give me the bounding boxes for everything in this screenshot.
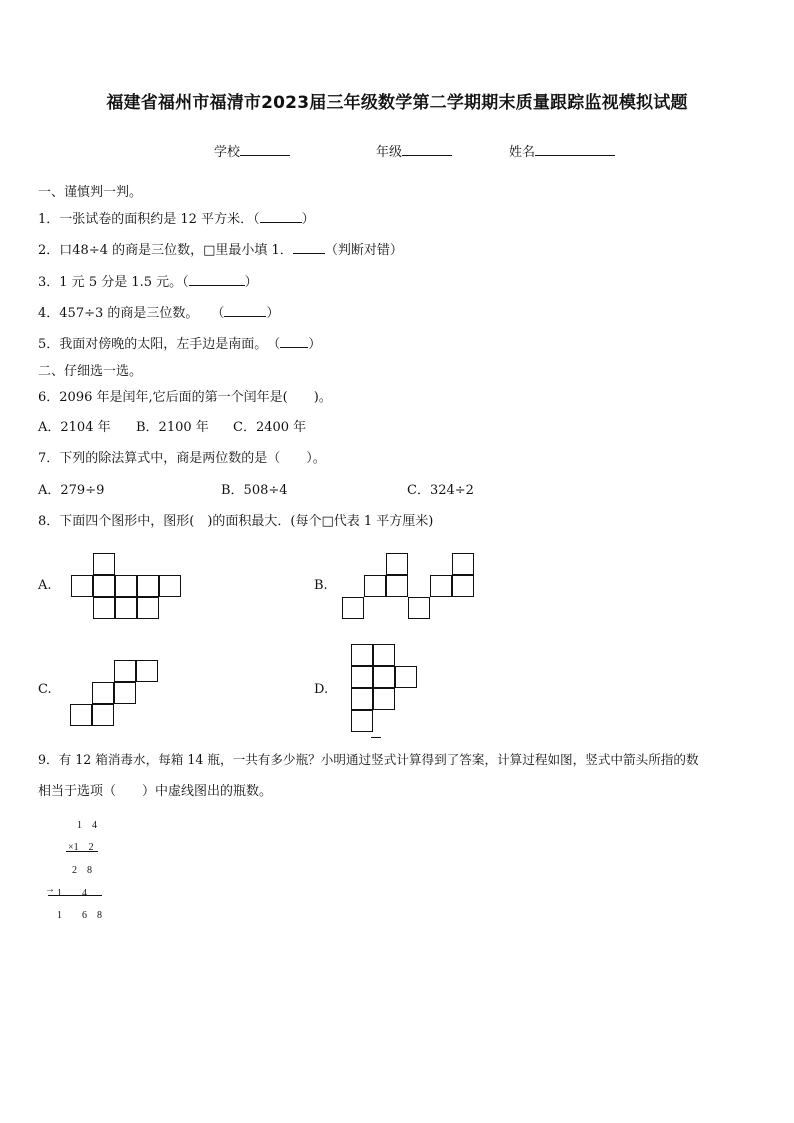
figure-d-label[interactable]: D. (314, 682, 329, 697)
option-6b[interactable]: B．2100 年 (136, 420, 209, 435)
grid-square (137, 597, 159, 619)
grid-square (92, 682, 114, 704)
figure-c-label[interactable]: C. (38, 682, 52, 697)
question-text: 1 元 5 分是 1.5 元。（ (59, 275, 189, 290)
grid-square (114, 660, 136, 682)
grid-square (93, 597, 115, 619)
grid-square (136, 660, 158, 682)
question-text-end: ） (308, 337, 322, 352)
grid-square (364, 575, 386, 597)
question-text: 我面对傍晚的太阳，左手边是南面。 （ (59, 337, 281, 352)
arrow-icon: → (45, 884, 55, 895)
grid-square (351, 644, 373, 666)
page-title: 福建省福州市福清市2023届三年级数学第二学期期末质量跟踪监视模拟试题 (106, 93, 688, 113)
question-1 (38, 208, 315, 227)
option-6a[interactable]: A．2104 年 (38, 420, 111, 435)
question-4 (38, 302, 279, 321)
school-field (214, 141, 290, 160)
answer-blank[interactable] (260, 210, 302, 223)
question-7: 7．下列的除法算式中，商是两位数的是（ ）。 (38, 451, 326, 466)
grade-label: 年级 (376, 145, 403, 160)
school-label: 学校 (214, 145, 241, 160)
answer-blank[interactable] (293, 241, 325, 254)
question-text: 457÷3 的商是三位数。 （ (59, 306, 225, 321)
grid-square (115, 575, 137, 597)
question-text-end: ） (301, 212, 315, 227)
question-number: 1． (38, 212, 60, 227)
grid-square (115, 597, 137, 619)
question-6: 6．2096 年是闰年,它后面的第一个闰年是( )。 (38, 390, 332, 405)
question-3 (38, 271, 258, 290)
school-blank[interactable] (240, 142, 290, 156)
grid-square (351, 710, 373, 732)
grid-square (386, 553, 408, 575)
option-6c[interactable]: C．2400 年 (233, 420, 307, 435)
name-label: 姓名 (509, 145, 536, 160)
question-9-line2: 相当于选项（ ）中虚线图出的瓶数。 (38, 784, 273, 799)
small-mark (371, 737, 381, 738)
grid-square (92, 704, 114, 726)
question-9-line1: 9．有 12 箱消毒水，每箱 14 瓶，一共有多少瓶？小明通过竖式计算得到了答案，计算过程如图，竖式中箭头所指的数 (38, 752, 699, 767)
name-field (509, 141, 615, 160)
question-number: 3． (38, 275, 60, 290)
name-blank[interactable] (535, 142, 615, 156)
answer-blank[interactable] (224, 304, 266, 317)
option-7c[interactable]: C．324÷2 (407, 483, 474, 498)
section2-heading: 二、仔细选一选。 (38, 364, 143, 379)
grid-square (137, 575, 159, 597)
question-text-end: ） (266, 306, 280, 321)
grid-square (408, 597, 430, 619)
grid-square (70, 704, 92, 726)
grid-square (93, 575, 115, 597)
grid-square (342, 597, 364, 619)
question-text: 一张试卷的面积约是 12 平方米．（ (59, 212, 260, 227)
question-8: 8．下面四个图形中，图形( )的面积最大．(每个□代表 1 平方厘米) (38, 514, 434, 529)
answer-blank[interactable] (189, 273, 245, 286)
calc-row-2: ×1 2 (68, 842, 94, 853)
question-number: 2． (38, 243, 60, 258)
grid-square (373, 688, 395, 710)
grid-square (430, 575, 452, 597)
grid-square (351, 688, 373, 710)
grid-square (452, 575, 474, 597)
calc-row-4: 1 4 (57, 888, 87, 899)
option-7a[interactable]: A．279÷9 (38, 483, 105, 498)
grid-square (71, 575, 93, 597)
grid-square (373, 644, 395, 666)
grid-square (159, 575, 181, 597)
grade-blank[interactable] (402, 142, 452, 156)
question-text-end: ） (244, 275, 258, 290)
grid-square (395, 666, 417, 688)
figure-b-label[interactable]: B. (314, 578, 328, 593)
question-text: 口48÷4 的商是三位数，□里最小填 1． (59, 243, 293, 258)
calc-row-1: 1 4 (77, 820, 97, 831)
figure-a-label[interactable]: A. (38, 578, 52, 593)
calc-line-1 (66, 851, 98, 852)
grade-field (376, 141, 452, 160)
question-number: 5． (38, 337, 60, 352)
question-text-end: （判断对错） (324, 243, 403, 258)
question-2 (38, 239, 403, 258)
option-7b[interactable]: B．508÷4 (221, 483, 288, 498)
grid-square (373, 666, 395, 688)
grid-square (93, 553, 115, 575)
grid-square (114, 682, 136, 704)
calc-row-3: 2 8 (72, 865, 92, 876)
question-5 (38, 333, 321, 352)
grid-square (351, 666, 373, 688)
answer-blank[interactable] (280, 335, 308, 348)
grid-square (452, 553, 474, 575)
grid-square (386, 575, 408, 597)
calc-line-2 (48, 895, 102, 896)
section1-heading: 一、谨慎判一判。 (38, 185, 143, 200)
question-number: 4． (38, 306, 60, 321)
calc-row-5: 1 6 8 (57, 910, 102, 921)
